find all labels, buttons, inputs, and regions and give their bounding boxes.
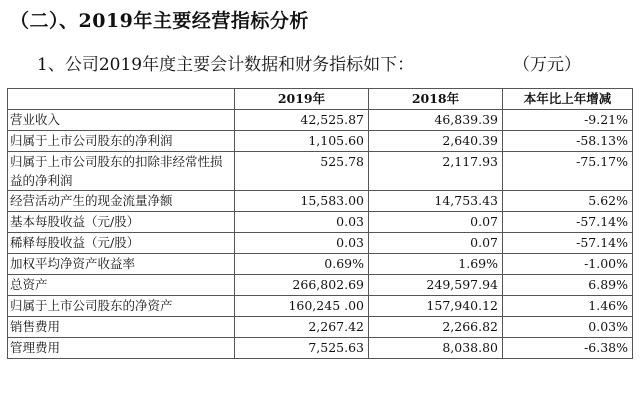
- value-2018: 2,117.93: [369, 152, 503, 191]
- value-2019: 0.03: [235, 233, 369, 254]
- value-change: 6.89%: [503, 275, 633, 296]
- row-label: 销售费用: [8, 317, 235, 338]
- value-change: -9.21%: [503, 110, 633, 131]
- row-label: 加权平均净资产收益率: [8, 254, 235, 275]
- header-2019: 2019年: [235, 89, 369, 110]
- table-row: [8, 275, 633, 296]
- row-label: 基本每股收益（元/股）: [8, 212, 235, 233]
- table-row: [8, 233, 633, 254]
- table-caption: 1、公司2019年度主要会计数据和财务指标如下：: [37, 55, 415, 75]
- value-2018: 8,038.80: [369, 338, 503, 359]
- value-2019: 1,105.60: [235, 131, 369, 152]
- value-2018: 14,753.43: [369, 191, 503, 212]
- value-2018: 249,597.94: [369, 275, 503, 296]
- value-change: 5.62%: [503, 191, 633, 212]
- header-item: [8, 89, 235, 110]
- row-label: 归属于上市公司股东的扣除非经常性损益的净利润: [8, 152, 235, 191]
- table-row: [8, 191, 633, 212]
- row-label: 稀释每股收益（元/股）: [8, 233, 235, 254]
- value-change: -1.00%: [503, 254, 633, 275]
- value-change: -57.14%: [503, 212, 633, 233]
- row-label: 归属于上市公司股东的净资产: [8, 296, 235, 317]
- table-row: [8, 212, 633, 233]
- value-2018: 0.07: [369, 212, 503, 233]
- row-label: 管理费用: [8, 338, 235, 359]
- value-2018: 0.07: [369, 233, 503, 254]
- value-2019: 15,583.00: [235, 191, 369, 212]
- value-change: 0.03%: [503, 317, 633, 338]
- value-2019: 266,802.69: [235, 275, 369, 296]
- unit-label: （万元）: [513, 55, 581, 75]
- value-2019: 525.78: [235, 152, 369, 191]
- value-2019: 7,525.63: [235, 338, 369, 359]
- header-2018: 2018年: [369, 89, 503, 110]
- value-2019: 160,245 .00: [235, 296, 369, 317]
- row-label: 营业收入: [8, 110, 235, 131]
- value-2019: 42,525.87: [235, 110, 369, 131]
- value-2019: 2,267.42: [235, 317, 369, 338]
- financial-indicators-table: [7, 88, 633, 359]
- table-row: [8, 254, 633, 275]
- value-2018: 2,266.82: [369, 317, 503, 338]
- table-header-row: [8, 89, 633, 110]
- section-heading: （二）、2019年主要经营指标分析: [10, 10, 309, 32]
- table-row: [8, 131, 633, 152]
- value-2018: 46,839.39: [369, 110, 503, 131]
- row-label: 归属于上市公司股东的净利润: [8, 131, 235, 152]
- value-change: -58.13%: [503, 131, 633, 152]
- value-change: 1.46%: [503, 296, 633, 317]
- value-2018: 2,640.39: [369, 131, 503, 152]
- value-change: -75.17%: [503, 152, 633, 191]
- table-row: [8, 317, 633, 338]
- header-change: 本年比上年增减: [503, 89, 633, 110]
- value-2019: 0.69%: [235, 254, 369, 275]
- table-row: [8, 296, 633, 317]
- table-row: [8, 338, 633, 359]
- table-row: [8, 152, 633, 191]
- value-change: -57.14%: [503, 233, 633, 254]
- value-2019: 0.03: [235, 212, 369, 233]
- value-change: -6.38%: [503, 338, 633, 359]
- value-2018: 157,940.12: [369, 296, 503, 317]
- value-2018: 1.69%: [369, 254, 503, 275]
- row-label: 经营活动产生的现金流量净额: [8, 191, 235, 212]
- row-label: 总资产: [8, 275, 235, 296]
- table-row: [8, 110, 633, 131]
